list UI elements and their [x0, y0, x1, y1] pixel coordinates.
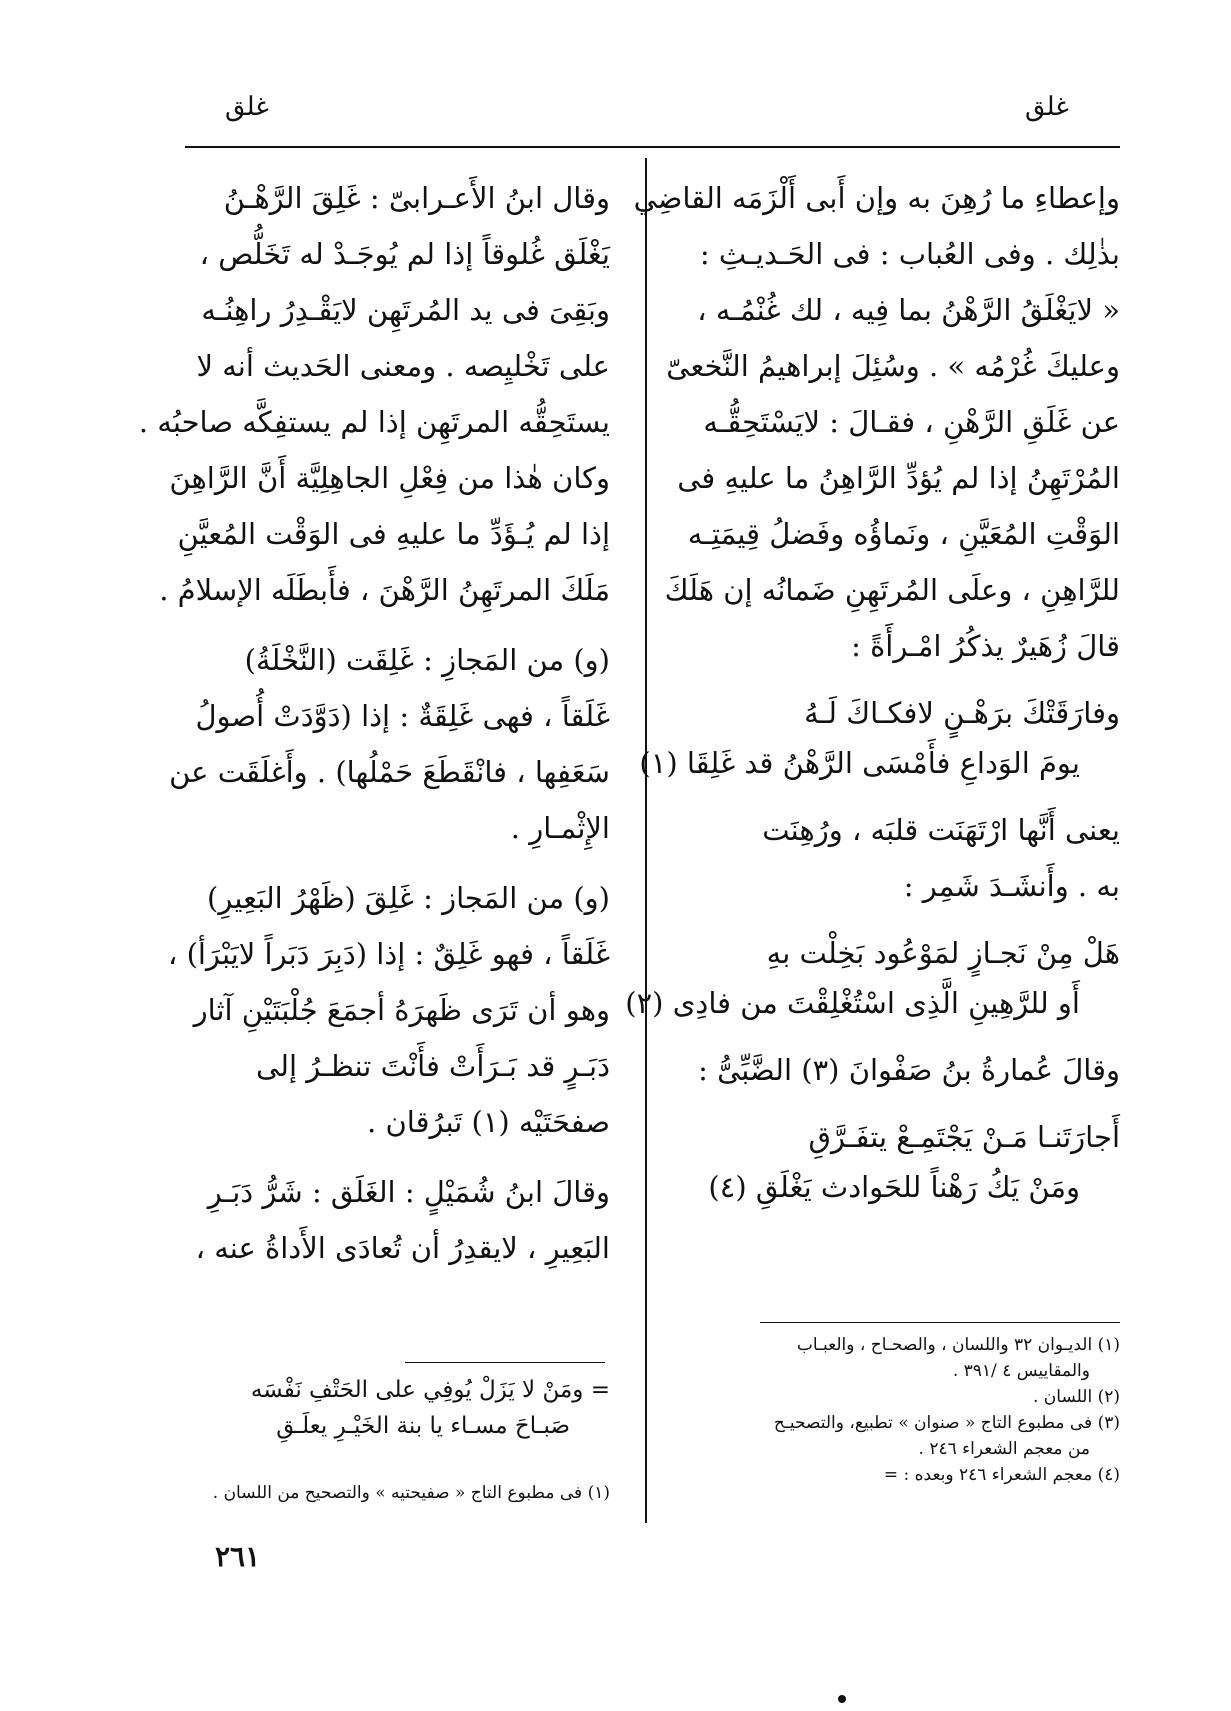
left-column	[138, 170, 610, 1276]
text-line: به . وأَنشَـدَ شَمِر :	[903, 869, 1120, 903]
text-line: وقالَ ابنُ شُمَيْلٍ : الغَلَق : شَرُّ دَبَـرِ	[207, 1175, 610, 1209]
column-divider	[645, 158, 647, 1523]
verse-hemistich: يومَ الوَداعِ فأَمْسَى الرَّهْنُ قد غَلِقَا (١)	[639, 746, 1080, 780]
text-line: المُرْتَهِنُ إذا لم يُؤدِّ الرَّاهِنُ ما عليهِ فى	[677, 461, 1120, 495]
header-rule	[185, 146, 1120, 148]
text-line: وكان هٰذا من فِعْلِ الجاهِلِيَّة أَنَّ الرَّاهِنَ	[169, 461, 610, 495]
footnote-rule	[405, 1362, 605, 1363]
text-line: غَلَقاً ، فهو غَلِقٌ : إذا (دَبِرَ دَبَراً لايَبْرَأ) ،	[168, 937, 610, 971]
footnote-line: (٤) معجم الشعراء ٢٤٦ وبعده : =	[883, 1465, 1120, 1485]
running-head-right: غلق	[1025, 92, 1069, 122]
text-line: يعنى أَنَّها ارْتَهَنَت قلبَه ، ورُهِنَت	[762, 813, 1120, 847]
text-line: وإعطاءِ ما رُهِنَ به وإن أَبى أَلْزَمَه القاضِي	[633, 181, 1120, 215]
text-line: على تَخْليِصه . ومعنى الحَديث أنه لا	[196, 349, 610, 383]
verse-hemistich: أَجارَتَنـا مَـنْ يَجْتَمِـعْ يتفَـرَّقِ	[808, 1120, 1120, 1154]
right-column	[625, 170, 1120, 1212]
text-line: « لايَغْلَقُ الرَّهْنُ بما فِيه ، لك غُنْمُـه ،	[697, 293, 1120, 327]
footnotes-left	[180, 1480, 610, 1506]
footnote-line: (٣) فى مطبوع التاج « صنوان » تطبيع، والتصحيـح	[773, 1413, 1120, 1433]
footnote-line: والمقاييس ٤ /٣٩١ .	[952, 1361, 1090, 1381]
page-number: ٢٦١	[215, 1540, 261, 1573]
text-line: وعليكَ غُرْمُه » . وسُئِلَ إبراهيمُ النَّخعىّ	[666, 349, 1120, 383]
print-mark	[838, 1695, 846, 1703]
verse-hemistich: هَلْ مِنْ نَجـازٍ لمَوْعُود بَخِلْت بهِ	[766, 936, 1120, 970]
text-line: الوَقْتِ المُعَيَّنِ ، ونَماؤُه وفَضلُ قِيمَتِـه	[687, 517, 1120, 551]
text-line: يستَحِقُّه المرتَهِن إذا لم يستفِكَّه صاحبُه .	[138, 405, 610, 439]
footnote-line: (١) فى مطبوع التاج « صفيحتيه » والتصحيح من اللسان .	[212, 1483, 610, 1503]
continued-verse	[180, 1372, 610, 1444]
footnote-line: من معجم الشعراء ٢٤٦ .	[918, 1439, 1090, 1459]
text-line: البَعِيرِ ، لايقدِرُ أن تُعادَى الأَداةُ عنه ،	[195, 1231, 610, 1265]
text-line: (و) من المَجازِ : غَلِقَت (النَّخْلَةُ)	[244, 643, 610, 677]
text-line: صفحَتَيْه (١) تَبرُقان .	[367, 1105, 610, 1139]
verse-hemistich: = ومَنْ لا يَزَلْ يُوفِي على الحَتْفِ نَفْسَه	[250, 1377, 610, 1403]
text-line: وقالَ عُمارةُ بنُ صَفْوانَ (٣) الضَّبِّىُّ :	[698, 1053, 1120, 1087]
verse-hemistich: ومَنْ يَكُ رَهْناً للحَوادث يَغْلَقِ (٤)	[708, 1170, 1080, 1204]
text-line: سَعَفِها ، فانْقَطَعَ حَمْلُها) . وأَغلَقَت عن	[169, 755, 610, 789]
text-line: وقال ابنُ الأَعـرابىّ : غَلِقَ الرَّهْـنُ	[223, 181, 610, 215]
text-line: قالَ زُهَيرٌ يذكُرُ امْـرأَةً :	[851, 629, 1120, 663]
footnote-line: (٢) اللسان .	[1033, 1387, 1120, 1407]
text-line: وهو أن تَرَى ظَهرَهُ أجمَعَ جُلْبَتَيْنِ آثار	[193, 993, 610, 1027]
text-line: مَلَكَ المرتَهِنُ الرَّهْنَ ، فأَبطَلَه الإسلامُ .	[159, 573, 610, 607]
text-line: وبَقِىَ فى يد المُرتَهِن لايَقْـدِرُ راهِنُـه	[201, 293, 610, 327]
text-line: يَغْلَق غُلوقاً إذا لم يُوجَـدْ له تَخَلُّص ،	[199, 237, 610, 271]
footnote-line: (١) الديـوان ٣٢ واللسان ، والصحـاح ، والعبـاب	[796, 1335, 1120, 1355]
verse-hemistich: أَو للرَّهِينِ الَّذِى اسْتُغْلِقْتَ من فادِى (٢)	[625, 986, 1080, 1020]
footnotes-right	[670, 1332, 1120, 1488]
running-head-left: غلق	[225, 92, 269, 122]
text-line: عن غَلَقِ الرَّهْنِ ، فقـالَ : لايَسْتَحِقُّـه	[703, 405, 1120, 439]
text-line: الإِثْمـارِ .	[510, 811, 610, 845]
text-line: إذا لم يُـؤَدِّ ما عليهِ فى الوَقْت المُعيَّنِ	[177, 517, 610, 551]
text-line: بذٰلِك . وفى العُباب : فى الحَـديـثِ :	[699, 237, 1120, 271]
text-line: دَبَـرٍ قد بَـرَأَتْ فأَنْتَ تنظـرُ إلى	[255, 1049, 610, 1083]
verse-hemistich: صَبـاحَ مسـاء يا بنة الخَيْـرِ يعلَـقِ	[276, 1413, 570, 1439]
footnote-rule	[760, 1322, 1120, 1323]
text-line: للرَّاهِنِ ، وعلَى المُرتَهِنِ ضَمانُه إن هَلَكَ	[664, 573, 1120, 607]
text-line: (و) من المَجاز : غَلِقَ (ظَهْرُ البَعِيرِ)	[207, 881, 610, 915]
verse-hemistich: وفارَقَتْكَ برَهْـنٍ لافكـاكَ لَـهُ	[804, 696, 1120, 730]
text-line: غَلَقاً ، فهى غَلِقَةٌ : إذا (دَوَّدَتْ أُصولُ	[195, 699, 610, 733]
